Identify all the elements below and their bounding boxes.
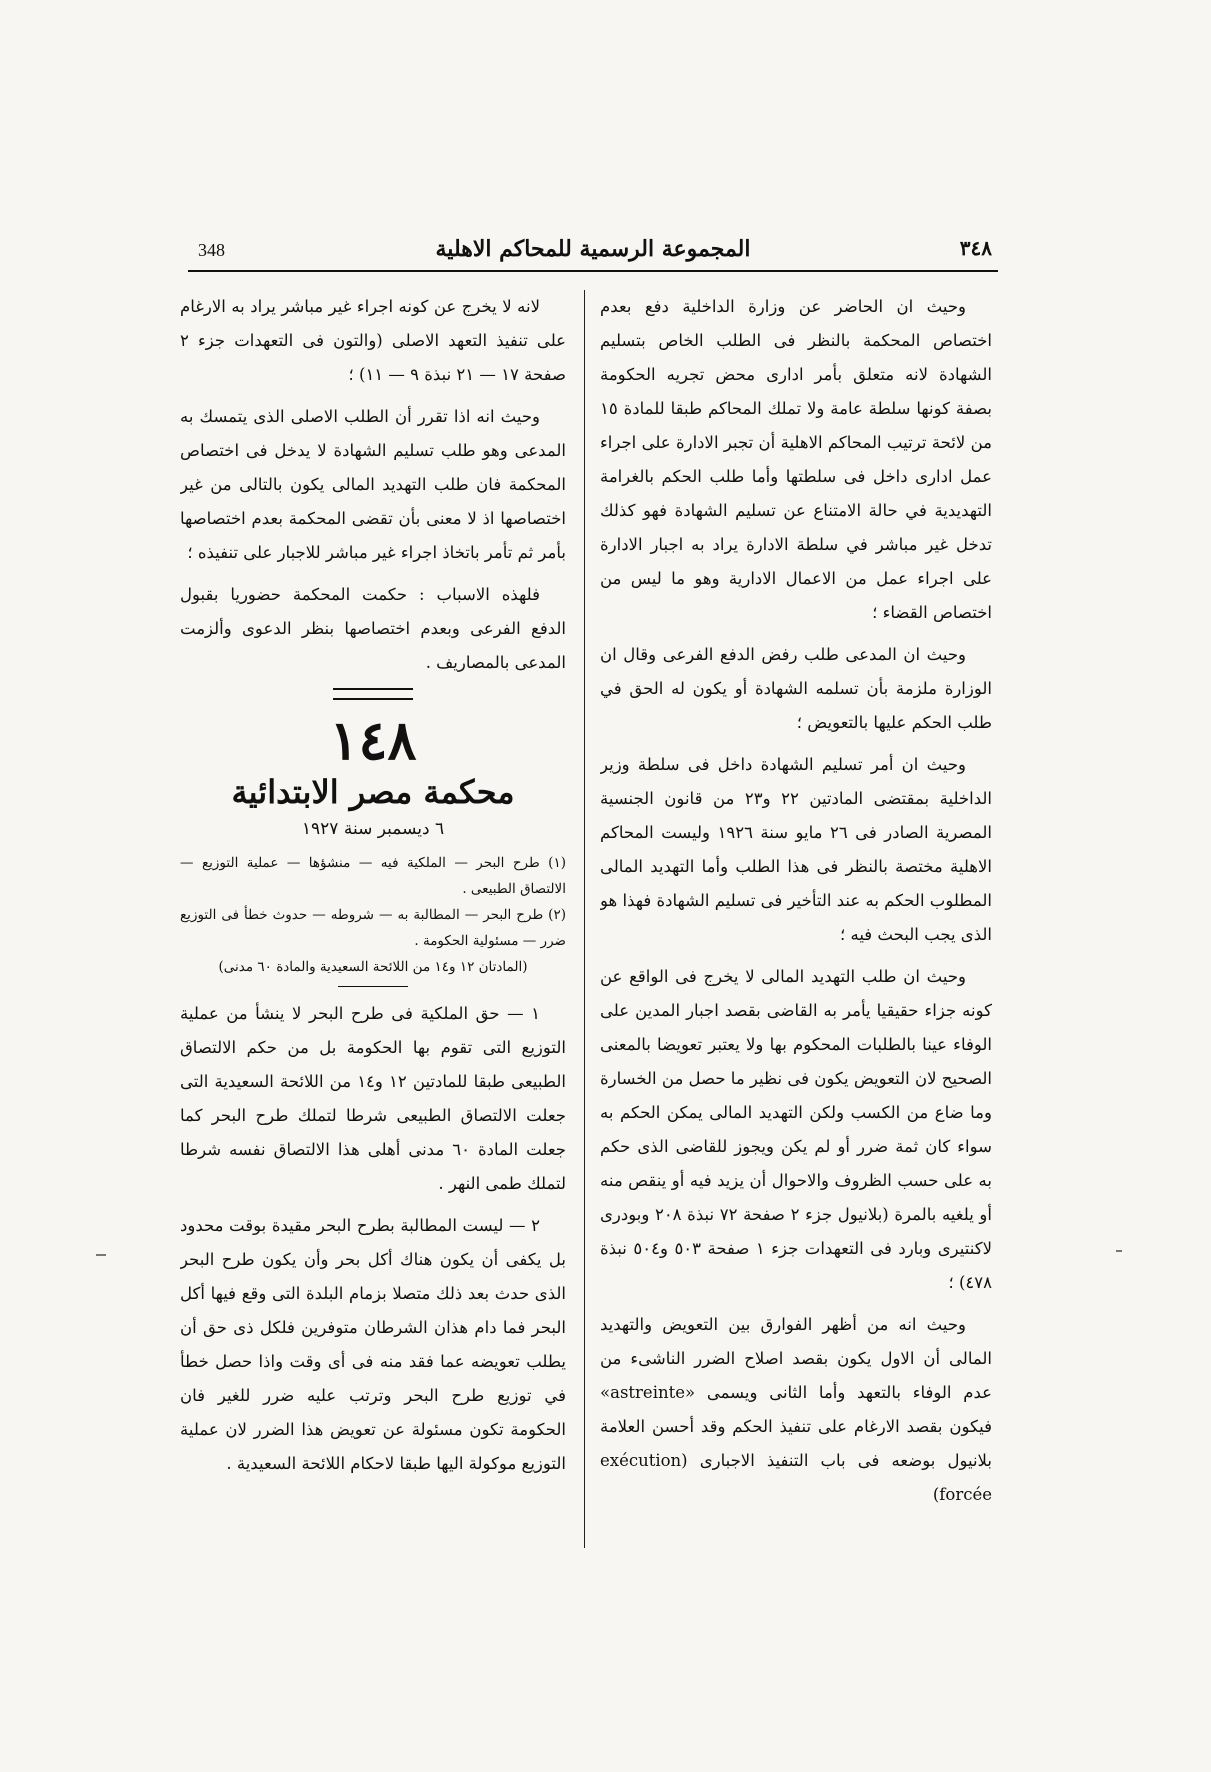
scan-mark — [1116, 1250, 1122, 1252]
headnote: (١) طرح البحر — الملكية فيه — منشؤها — عملية التوزيع — الالتصاق الطبيعى . — [180, 855, 566, 897]
paragraph: وحيث انه اذا تقرر أن الطلب الاصلى الذى يتمسك به المدعى وهو طلب تسليم الشهادة لا يدخل فى اختصاص المحكمة فان طلب التهديد المالى يكون بالتالى من غير اختصاصها اذ لا معنى بأن تقضى المحكمة بعدم اختصاصها بأمر ثم تأمر باتخاذ اجراء غير مباشر للاجبار على تنفيذه ؛ — [180, 407, 566, 562]
paragraph: فلهذه الاسباب : حكمت المحكمة حضوريا بقبول الدفع الفرعى وبعدم اختصاصها بنظر الدعوى وألزمت المدعى بالمصاريف . — [180, 585, 566, 672]
case-date: ٦ ديسمبر سنة ١٩٢٧ — [301, 819, 445, 839]
articles-reference: (المادتان ١٢ و١٤ من اللائحة السعيدية والمادة ٦٠ مدنى) — [218, 959, 528, 975]
scan-mark — [96, 1254, 106, 1256]
case-number: ١٤٨ — [329, 708, 417, 772]
headnote: (٢) طرح البحر — المطالبة به — شروطه — حدوث خطأ فى التوزيع ضرر — مسئولية الحكومة . — [180, 907, 566, 949]
column-divider — [584, 290, 585, 1548]
page-header — [188, 236, 998, 272]
publication-title: المجموعة الرسمية للمحاكم الاهلية — [435, 236, 751, 262]
headnote-separator — [338, 986, 408, 987]
page-number-arabic: ٣٤٨ — [959, 236, 992, 260]
ruling-paragraph: ١ — حق الملكية فى طرح البحر لا ينشأ من عملية التوزيع التى تقوم بها الحكومة بل من حكم الالتصاق الطبيعى طبقا للمادتين ١٢ و١٤ من اللائحة السعيدية التى جعلت الالتصاق الطبيعى شرطا لتملك طرح البحر كما جعلت المادة ٦٠ مدنى أهلى هذا الالتصاق نفسه شرطا لتملك طمى النهر . — [180, 1004, 566, 1193]
case-separator — [333, 688, 413, 700]
right-column — [600, 290, 992, 1550]
court-name: محكمة مصر الابتدائية — [231, 773, 515, 811]
paragraph: وحيث ان المدعى طلب رفض الدفع الفرعى وقال ان الوزارة ملزمة بأن تسلمه الشهادة أو يكون له الحق في طلب الحكم عليها بالتعويض ؛ — [600, 645, 992, 732]
paragraph: وحيث ان الحاضر عن وزارة الداخلية دفع بعدم اختصاص المحكمة بالنظر فى الطلب الخاص بتسليم الشهادة لانه متعلق بأمر ادارى محض تجريه الحكومة بصفة كونها سلطة عامة ولا تملك المحاكم طبقا للمادة ١٥ من لائحة ترتيب المحاكم الاهلية أن تجبر الادارة على اجراء عمل ادارى داخل فى سلطتها وأما طلب الحكم بالغرامة التهديدية في حالة الامتناع عن تسليم الشهادة فهو كذلك تدخل غير مباشر في سلطة الادارة يراد به اجبار الادارة على اجراء عمل من الاعمال الادارية وهو ما ليس من اختصاص القضاء ؛ — [600, 297, 992, 622]
paragraph: لانه لا يخرج عن كونه اجراء غير مباشر يراد به الارغام على تنفيذ التعهد الاصلى (والتون فى التعهدات جزء ٢ صفحة ١٧ — ٢١ نبذة ٩ — ١١) ؛ — [180, 297, 566, 384]
ruling-paragraph: ٢ — ليست المطالبة بطرح البحر مقيدة بوقت محدود بل يكفى أن يكون هناك أكل بحر وأن يكون طرح البحر الذى حدث بعد ذلك متصلا بزمام البلدة التى وقع فيها أكل البحر فما دام هذان الشرطان متوفرين فلكل ذى حق أن يطلب تعويضه عما فقد منه فى أى وقت واذا حصل خطأ في توزيع طرح البحر وترتب عليه ضرر للغير فان الحكومة تكون مسئولة عن تعويض هذا الضرر لان عملية التوزيع موكولة اليها طبقا لاحكام اللائحة السعيدية . — [180, 1216, 566, 1473]
left-column — [180, 290, 566, 1550]
paragraph: وحيث ان طلب التهديد المالى لا يخرج فى الواقع عن كونه جزاء حقيقيا يأمر به القاضى بقصد اجبار المدين على الوفاء عينا بالطلبات المحكوم بها ولا يعتبر تعويضا بالمعنى الصحيح لان التعويض يكون فى نظير ما حصل من الخسارة وما ضاع من الكسب ولكن التهديد المالى يمكن الحكم به سواء كان ثمة ضرر أو لم يكن ويجوز للقاضى الذى حكم به على حسب الظروف والاحوال أن يزيد فيه أو ينقص منه أو يلغيه بالمرة (بلانيول جزء ٢ صفحة ٧٢ نبذة ٢٠٨ وبودرى لاكنتيرى وبارد فى التعهدات جزء ١ صفحة ٥٠٣ و٥٠٤ نبذة ٤٧٨) ؛ — [600, 967, 992, 1292]
page-number-latin: 348 — [198, 240, 225, 260]
paragraph: وحيث انه من أظهر الفوارق بين التعويض والتهديد المالى أن الاول يكون بقصد اصلاح الضرر الناشىء من عدم الوفاء بالتعهد وأما الثانى ويسمى «astreinte» فيكون بقصد الارغام على تنفيذ الحكم وقد أحسن العلامة بلانيول بوضعه فى باب التنفيذ الاجبارى (exécution forcée) — [600, 1315, 992, 1504]
paragraph: وحيث ان أمر تسليم الشهادة داخل فى سلطة وزير الداخلية بمقتضى المادتين ٢٢ و٢٣ من قانون الجنسية المصرية الصادر فى ٢٦ مايو سنة ١٩٢٦ وليست المحاكم الاهلية مختصة بالنظر فى هذا الطلب وأما التهديد المالى المطلوب الحكم به عند التأخير فى تسليم الشهادة فهذا هو الذى يجب البحث فيه ؛ — [600, 755, 992, 944]
